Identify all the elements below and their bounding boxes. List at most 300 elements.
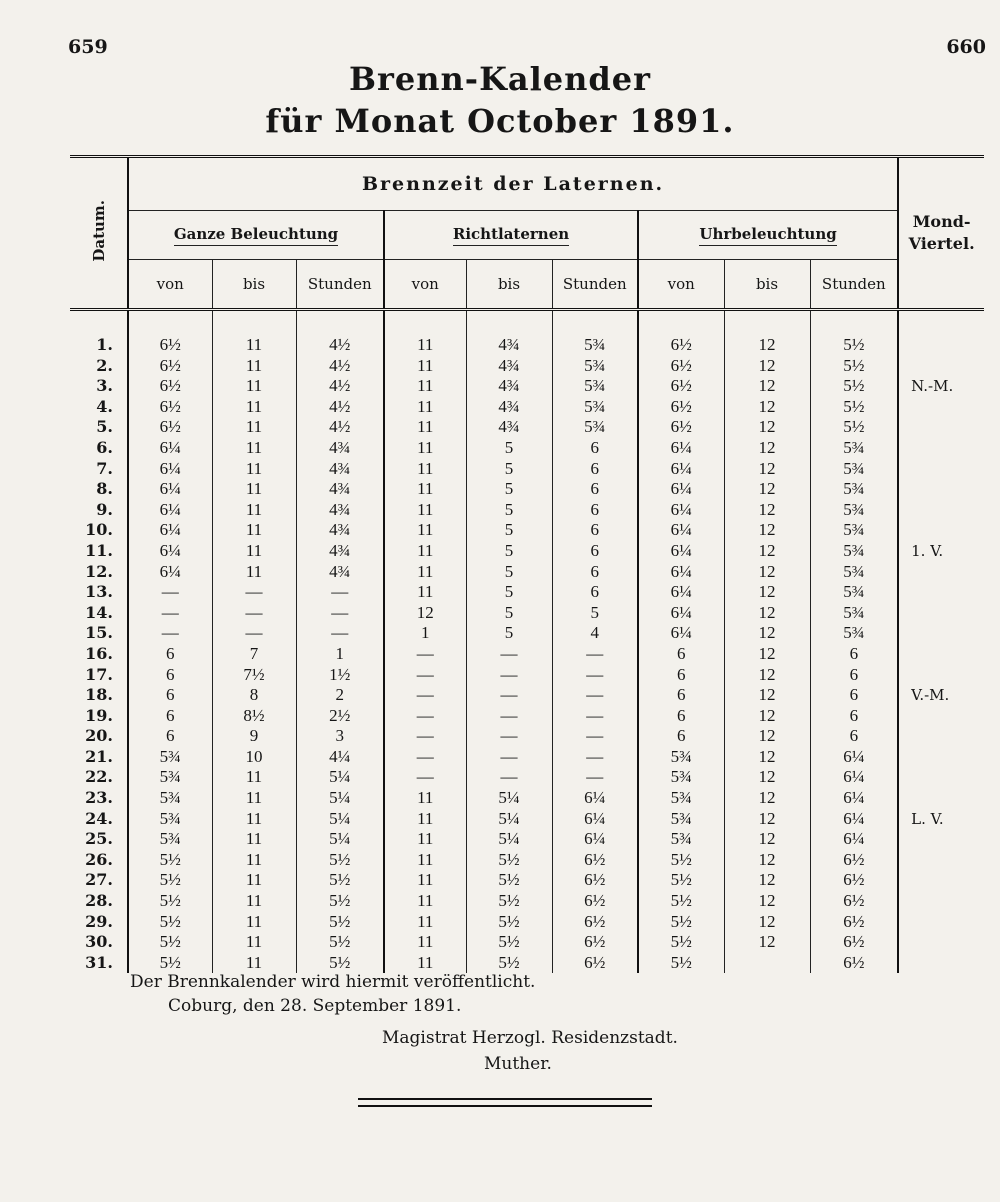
cell-richt-von: — — [384, 726, 466, 747]
cell-ganze-stunden: 4¼ — [296, 747, 384, 768]
cell-mond — [898, 747, 984, 768]
cell-day: 28. — [70, 891, 128, 912]
cell-richt-bis: — — [466, 685, 552, 706]
cell-uhr-von: 5¾ — [638, 829, 724, 850]
cell-richt-stunden: 5¾ — [552, 417, 638, 438]
cell-ganze-stunden: 2½ — [296, 706, 384, 727]
cell-day: 31. — [70, 953, 128, 974]
cell-richt-von: 11 — [384, 417, 466, 438]
cell-mond — [898, 562, 984, 583]
cell-richt-bis: 5 — [466, 479, 552, 500]
cell-ganze-stunden: 1½ — [296, 665, 384, 686]
cell-richt-bis: 4¾ — [466, 417, 552, 438]
cell-richt-stunden: 6½ — [552, 932, 638, 953]
cell-uhr-stunden: 6 — [810, 644, 898, 665]
cell-uhr-stunden: 5¾ — [810, 603, 898, 624]
cell-richt-von: 11 — [384, 562, 466, 583]
table-header — [70, 157, 984, 310]
table-row — [70, 397, 984, 418]
cell-richt-bis: 5 — [466, 562, 552, 583]
cell-richt-von: 11 — [384, 891, 466, 912]
cell-ganze-bis: 11 — [212, 829, 296, 850]
cell-uhr-von: 6 — [638, 665, 724, 686]
cell-richt-bis: 5 — [466, 603, 552, 624]
cell-ganze-von: 5¾ — [128, 767, 212, 788]
cell-uhr-bis: 12 — [724, 788, 810, 809]
cell-day: 4. — [70, 397, 128, 418]
cell-ganze-stunden: — — [296, 623, 384, 644]
cell-uhr-von: 5½ — [638, 850, 724, 871]
cell-mond — [898, 665, 984, 686]
cell-ganze-bis: 11 — [212, 912, 296, 933]
table-row — [70, 953, 984, 974]
cell-uhr-stunden: 6½ — [810, 870, 898, 891]
cell-ganze-bis: 7 — [212, 644, 296, 665]
cell-richt-von: 11 — [384, 850, 466, 871]
table-row — [70, 706, 984, 727]
cell-uhr-von: 6 — [638, 644, 724, 665]
page-number-left: 659 — [68, 36, 108, 58]
table-row — [70, 809, 984, 830]
cell-richt-stunden: 5¾ — [552, 356, 638, 377]
cell-ganze-von: — — [128, 603, 212, 624]
cell-day: 7. — [70, 459, 128, 480]
cell-richt-bis: 5 — [466, 520, 552, 541]
cell-ganze-stunden: 4½ — [296, 376, 384, 397]
cell-ganze-von: 6½ — [128, 397, 212, 418]
cell-uhr-stunden: 5¾ — [810, 500, 898, 521]
cell-ganze-von: 6 — [128, 665, 212, 686]
cell-mond — [898, 356, 984, 377]
cell-ganze-stunden: 5½ — [296, 932, 384, 953]
cell-ganze-bis: 11 — [212, 335, 296, 356]
cell-uhr-stunden: 6½ — [810, 953, 898, 974]
table-row — [70, 891, 984, 912]
cell-day: 29. — [70, 912, 128, 933]
cell-uhr-stunden: 5½ — [810, 417, 898, 438]
cell-uhr-von: 6¼ — [638, 562, 724, 583]
cell-uhr-stunden: 6½ — [810, 850, 898, 871]
cell-day: 5. — [70, 417, 128, 438]
spacer-cell — [212, 310, 296, 336]
cell-ganze-bis: 11 — [212, 850, 296, 871]
cell-uhr-bis: 12 — [724, 397, 810, 418]
cell-day: 26. — [70, 850, 128, 871]
cell-richt-bis: 5½ — [466, 912, 552, 933]
cell-ganze-stunden: 5½ — [296, 870, 384, 891]
cell-mond — [898, 623, 984, 644]
table-row — [70, 912, 984, 933]
spacer-cell — [810, 310, 898, 336]
footer-authority: Magistrat Herzogl. Residenzstadt. — [382, 1028, 678, 1048]
cell-ganze-bis: 11 — [212, 438, 296, 459]
cell-day: 17. — [70, 665, 128, 686]
cell-day: 9. — [70, 500, 128, 521]
cell-uhr-von: 6¼ — [638, 500, 724, 521]
cell-ganze-von: 5½ — [128, 953, 212, 974]
table-row — [70, 562, 984, 583]
cell-ganze-von: 5¾ — [128, 809, 212, 830]
cell-richt-stunden: 5¾ — [552, 335, 638, 356]
cell-uhr-bis: 12 — [724, 335, 810, 356]
cell-uhr-stunden: 5¾ — [810, 582, 898, 603]
cell-richt-von: 11 — [384, 500, 466, 521]
cell-day: 20. — [70, 726, 128, 747]
cell-uhr-stunden: 6 — [810, 685, 898, 706]
cell-uhr-bis: 12 — [724, 562, 810, 583]
cell-day: 19. — [70, 706, 128, 727]
cell-ganze-von: — — [128, 623, 212, 644]
cell-mond — [898, 891, 984, 912]
cell-ganze-von: — — [128, 582, 212, 603]
cell-ganze-stunden: 1 — [296, 644, 384, 665]
cell-richt-bis: 5¼ — [466, 788, 552, 809]
cell-richt-stunden: 5 — [552, 603, 638, 624]
cell-uhr-von: 6 — [638, 685, 724, 706]
table-row — [70, 788, 984, 809]
mond-header-line1: Mond- — [912, 212, 971, 231]
cell-richt-von: 11 — [384, 459, 466, 480]
cell-day: 21. — [70, 747, 128, 768]
cell-ganze-stunden: 5¼ — [296, 809, 384, 830]
cell-richt-bis: — — [466, 644, 552, 665]
cell-ganze-von: 5½ — [128, 850, 212, 871]
mond-header-cell — [898, 157, 984, 310]
cell-day: 3. — [70, 376, 128, 397]
cell-uhr-von: 6¼ — [638, 520, 724, 541]
spacer-cell — [70, 310, 128, 336]
cell-uhr-stunden: 5½ — [810, 376, 898, 397]
cell-richt-stunden: 5¾ — [552, 397, 638, 418]
cell-ganze-von: 5¾ — [128, 788, 212, 809]
cell-richt-bis: — — [466, 767, 552, 788]
cell-ganze-bis: 11 — [212, 562, 296, 583]
cell-ganze-stunden: 4½ — [296, 397, 384, 418]
cell-ganze-von: 6½ — [128, 335, 212, 356]
cell-uhr-von: 6¼ — [638, 479, 724, 500]
cell-mond — [898, 500, 984, 521]
cell-uhr-von: 6¼ — [638, 438, 724, 459]
cell-uhr-von: 5½ — [638, 891, 724, 912]
cell-uhr-von: 5¾ — [638, 809, 724, 830]
datum-header-cell — [70, 157, 128, 310]
cell-ganze-stunden: 4½ — [296, 335, 384, 356]
page-number-right: 660 — [946, 36, 986, 58]
cell-uhr-bis — [724, 953, 810, 974]
cell-mond — [898, 870, 984, 891]
table-row — [70, 582, 984, 603]
cell-day: 18. — [70, 685, 128, 706]
group-label-richt: Richtlaternen — [453, 225, 569, 246]
cell-richt-stunden: — — [552, 685, 638, 706]
sub-header-stunden: Stunden — [810, 260, 898, 310]
table-row — [70, 850, 984, 871]
cell-uhr-stunden: 5½ — [810, 335, 898, 356]
cell-richt-stunden: 6½ — [552, 912, 638, 933]
cell-uhr-stunden: 6 — [810, 665, 898, 686]
table-row — [70, 665, 984, 686]
cell-ganze-von: 5¾ — [128, 829, 212, 850]
cell-richt-von: 11 — [384, 809, 466, 830]
cell-richt-bis: 5½ — [466, 850, 552, 871]
cell-ganze-von: 5½ — [128, 932, 212, 953]
cell-uhr-stunden: 5¾ — [810, 459, 898, 480]
cell-uhr-stunden: 6½ — [810, 891, 898, 912]
cell-mond — [898, 582, 984, 603]
cell-richt-stunden: 6¼ — [552, 788, 638, 809]
cell-richt-bis: 4¾ — [466, 335, 552, 356]
cell-richt-bis: — — [466, 706, 552, 727]
cell-uhr-stunden: 6¼ — [810, 788, 898, 809]
group-header-richt — [384, 211, 638, 260]
cell-uhr-stunden: 5¾ — [810, 562, 898, 583]
cell-richt-von: 11 — [384, 870, 466, 891]
spacer-cell — [128, 310, 212, 336]
footer-signature: Muther. — [484, 1054, 552, 1074]
cell-richt-von: 11 — [384, 376, 466, 397]
table-row — [70, 623, 984, 644]
table-body — [70, 310, 984, 974]
spacer-cell — [466, 310, 552, 336]
spacer-cell — [898, 310, 984, 336]
cell-richt-von: 11 — [384, 912, 466, 933]
cell-uhr-bis: 12 — [724, 665, 810, 686]
footer-notice: Der Brennkalender wird hiermit veröffentlicht. — [130, 972, 536, 992]
cell-ganze-stunden: 5¼ — [296, 788, 384, 809]
cell-richt-bis: — — [466, 665, 552, 686]
cell-uhr-bis: 12 — [724, 829, 810, 850]
cell-ganze-stunden: 4¾ — [296, 541, 384, 562]
cell-richt-stunden: 6½ — [552, 953, 638, 974]
cell-ganze-von: 6½ — [128, 356, 212, 377]
cell-uhr-bis: 12 — [724, 459, 810, 480]
cell-richt-stunden: 6 — [552, 500, 638, 521]
cell-richt-bis: 5 — [466, 500, 552, 521]
cell-ganze-bis: 11 — [212, 891, 296, 912]
cell-ganze-stunden: 4¾ — [296, 438, 384, 459]
cell-mond — [898, 706, 984, 727]
cell-uhr-bis: 12 — [724, 767, 810, 788]
cell-mond — [898, 788, 984, 809]
cell-richt-bis: 5 — [466, 582, 552, 603]
cell-mond — [898, 459, 984, 480]
spacer-cell — [296, 310, 384, 336]
cell-richt-stunden: — — [552, 726, 638, 747]
cell-ganze-bis: 8½ — [212, 706, 296, 727]
cell-mond — [898, 438, 984, 459]
cell-uhr-von: 5¾ — [638, 788, 724, 809]
cell-ganze-bis: — — [212, 603, 296, 624]
table-row — [70, 438, 984, 459]
cell-day: 8. — [70, 479, 128, 500]
cell-uhr-von: 6½ — [638, 356, 724, 377]
cell-richt-von: 11 — [384, 829, 466, 850]
cell-ganze-von: 5½ — [128, 870, 212, 891]
spacer-cell — [384, 310, 466, 336]
cell-uhr-von: 6¼ — [638, 623, 724, 644]
cell-uhr-von: 5½ — [638, 932, 724, 953]
cell-ganze-von: 6 — [128, 685, 212, 706]
cell-uhr-stunden: 6¼ — [810, 747, 898, 768]
cell-mond: N.-M. — [911, 377, 954, 396]
table-row — [70, 747, 984, 768]
cell-mond — [898, 829, 984, 850]
cell-day: 15. — [70, 623, 128, 644]
table-row — [70, 870, 984, 891]
cell-uhr-stunden: 5¾ — [810, 541, 898, 562]
cell-richt-stunden: 5¾ — [552, 376, 638, 397]
datum-header: Datum. — [89, 200, 108, 262]
cell-uhr-bis: 12 — [724, 541, 810, 562]
cell-mond — [898, 850, 984, 871]
cell-ganze-stunden: 5½ — [296, 953, 384, 974]
cell-mond: V.-M. — [911, 686, 950, 705]
cell-richt-bis: 5½ — [466, 953, 552, 974]
group-header-ganze — [128, 211, 384, 260]
cell-richt-bis: 4¾ — [466, 376, 552, 397]
cell-richt-bis: 4¾ — [466, 356, 552, 377]
table-row — [70, 603, 984, 624]
cell-richt-stunden: — — [552, 665, 638, 686]
cell-day: 10. — [70, 520, 128, 541]
cell-uhr-stunden: 6 — [810, 726, 898, 747]
cell-ganze-von: 6¼ — [128, 520, 212, 541]
cell-uhr-bis: 12 — [724, 870, 810, 891]
table-row — [70, 932, 984, 953]
cell-ganze-von: 6½ — [128, 376, 212, 397]
cell-uhr-von: 5¾ — [638, 747, 724, 768]
cell-richt-stunden: 6 — [552, 438, 638, 459]
cell-richt-stunden: 6 — [552, 562, 638, 583]
cell-mond — [898, 953, 984, 974]
cell-uhr-von: 6½ — [638, 417, 724, 438]
cell-uhr-bis: 12 — [724, 603, 810, 624]
cell-richt-bis: 5 — [466, 541, 552, 562]
cell-uhr-von: 6½ — [638, 335, 724, 356]
cell-ganze-stunden: 4¾ — [296, 520, 384, 541]
cell-ganze-bis: 11 — [212, 788, 296, 809]
table-row — [70, 479, 984, 500]
cell-ganze-bis: 11 — [212, 953, 296, 974]
cell-mond — [898, 479, 984, 500]
cell-richt-bis: 4¾ — [466, 397, 552, 418]
cell-mond — [898, 932, 984, 953]
cell-uhr-von: 6½ — [638, 397, 724, 418]
cell-uhr-bis: 12 — [724, 417, 810, 438]
cell-uhr-bis: 12 — [724, 644, 810, 665]
cell-richt-bis: 5 — [466, 438, 552, 459]
cell-ganze-bis: 11 — [212, 417, 296, 438]
sub-header-bis: bis — [212, 260, 296, 310]
cell-uhr-von: 6¼ — [638, 541, 724, 562]
cell-richt-von: 11 — [384, 953, 466, 974]
sub-header-von: von — [384, 260, 466, 310]
cell-richt-von: 11 — [384, 479, 466, 500]
table-row — [70, 376, 984, 397]
cell-uhr-bis: 12 — [724, 912, 810, 933]
page-title: Brenn-Kalender — [349, 60, 651, 98]
cell-uhr-bis: 12 — [724, 623, 810, 644]
cell-uhr-bis: 12 — [724, 500, 810, 521]
cell-uhr-bis: 12 — [724, 356, 810, 377]
cell-uhr-bis: 12 — [724, 685, 810, 706]
cell-uhr-stunden: 6 — [810, 706, 898, 727]
cell-richt-stunden: 6 — [552, 541, 638, 562]
cell-richt-stunden: 4 — [552, 623, 638, 644]
footer-date-line: Coburg, den 28. September 1891. — [168, 996, 462, 1016]
cell-mond — [898, 726, 984, 747]
table-row — [70, 356, 984, 377]
cell-ganze-stunden: 4½ — [296, 356, 384, 377]
cell-mond — [898, 520, 984, 541]
cell-ganze-stunden: 5½ — [296, 850, 384, 871]
cell-uhr-bis: 12 — [724, 850, 810, 871]
cell-ganze-stunden: 5¼ — [296, 767, 384, 788]
cell-richt-bis: — — [466, 726, 552, 747]
cell-richt-von: — — [384, 685, 466, 706]
cell-richt-stunden: — — [552, 767, 638, 788]
cell-ganze-bis: 11 — [212, 932, 296, 953]
table-row — [70, 335, 984, 356]
cell-richt-stunden: 6 — [552, 479, 638, 500]
spacer-row — [70, 310, 984, 336]
cell-uhr-von: 6 — [638, 706, 724, 727]
cell-ganze-bis: 11 — [212, 397, 296, 418]
cell-richt-stunden: — — [552, 747, 638, 768]
cell-ganze-stunden: 4¾ — [296, 562, 384, 583]
cell-ganze-bis: 11 — [212, 356, 296, 377]
cell-mond — [898, 767, 984, 788]
table-row — [70, 767, 984, 788]
cell-day: 25. — [70, 829, 128, 850]
cell-day: 23. — [70, 788, 128, 809]
cell-ganze-von: 5½ — [128, 912, 212, 933]
cell-richt-von: — — [384, 644, 466, 665]
end-rule — [358, 1098, 652, 1107]
cell-ganze-von: 6¼ — [128, 459, 212, 480]
cell-richt-von: — — [384, 706, 466, 727]
cell-richt-von: 11 — [384, 438, 466, 459]
cell-ganze-bis: 11 — [212, 541, 296, 562]
cell-ganze-bis: — — [212, 582, 296, 603]
cell-richt-bis: 5½ — [466, 891, 552, 912]
sub-header-bis: bis — [466, 260, 552, 310]
cell-ganze-stunden: 4½ — [296, 417, 384, 438]
cell-uhr-von: 6¼ — [638, 582, 724, 603]
burn-calendar-table-wrap — [70, 155, 984, 973]
spacer-cell — [552, 310, 638, 336]
cell-ganze-von: 6 — [128, 726, 212, 747]
cell-richt-von: 11 — [384, 356, 466, 377]
cell-richt-stunden: 6 — [552, 520, 638, 541]
cell-ganze-stunden: 5¼ — [296, 829, 384, 850]
cell-ganze-von: 6¼ — [128, 438, 212, 459]
cell-day: 11. — [70, 541, 128, 562]
cell-uhr-bis: 12 — [724, 747, 810, 768]
cell-ganze-bis: 11 — [212, 870, 296, 891]
table-row — [70, 541, 984, 562]
table-row — [70, 685, 984, 706]
cell-ganze-von: 6 — [128, 706, 212, 727]
spacer-cell — [638, 310, 724, 336]
page-subtitle: für Monat October 1891. — [265, 102, 735, 140]
cell-richt-stunden: — — [552, 706, 638, 727]
cell-uhr-stunden: 5½ — [810, 397, 898, 418]
cell-ganze-von: 6¼ — [128, 479, 212, 500]
cell-uhr-stunden: 6½ — [810, 932, 898, 953]
cell-ganze-bis: 7½ — [212, 665, 296, 686]
cell-ganze-von: 5½ — [128, 891, 212, 912]
